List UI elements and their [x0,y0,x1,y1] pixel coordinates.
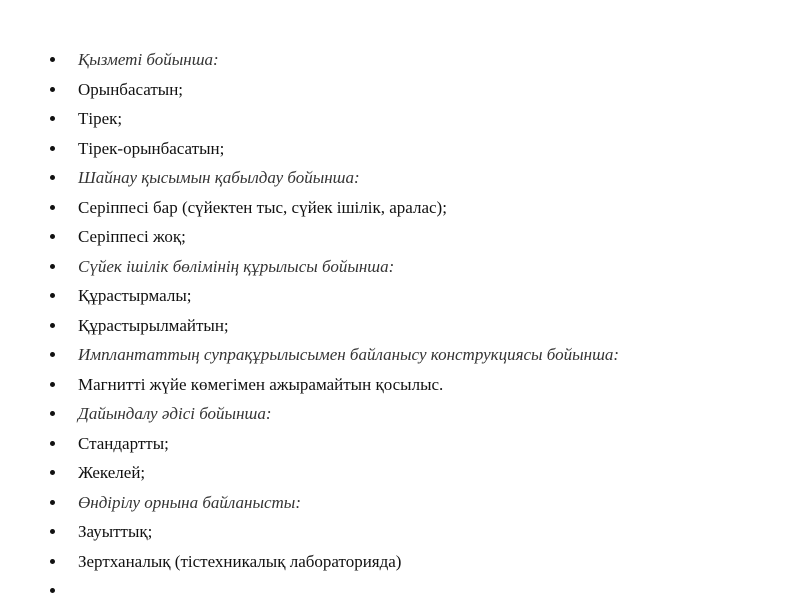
list-item-text: Қызметі бойынша: [78,50,219,69]
bullet-icon [50,87,55,92]
list-item [50,75,790,105]
bullet-icon [50,470,55,475]
bullet-icon [50,411,55,416]
list-item [50,547,790,577]
bullet-list [50,45,790,606]
list-item-text: Имплантаттың супрақұрылысымен байланысу конструкциясы бойынша: [78,345,620,364]
bullet-icon [50,205,55,210]
bullet-icon [50,175,55,180]
list-item [50,252,790,282]
bullet-icon [50,529,55,534]
list-item [50,488,790,518]
list-item [50,281,790,311]
bullet-icon [50,441,55,446]
list-item [50,576,790,606]
bullet-icon [50,323,55,328]
list-item [50,429,790,459]
list-item-text: Құрастырмалы; [78,286,192,305]
list-item [50,370,790,400]
bullet-icon [50,234,55,239]
list-item-text: Орынбасатын; [78,79,184,99]
list-item-text: Зертханалық (тістехникалық лабораторияда) [78,551,402,571]
list-item [50,517,790,547]
list-item [50,311,790,341]
list-item-text: Дайындалу әдісі бойынша: [78,404,272,423]
list-item-text: Шайнау қысымын қабылдау бойынша: [78,168,360,187]
bullet-icon [50,264,55,269]
list-item-text: Жекелей; [78,463,146,482]
list-item-text: Тірек-орынбасатын; [78,138,225,158]
list-item-text: Тірек; [78,109,123,128]
list-item [50,399,790,429]
list-item-text: Құрастырылмайтын; [78,315,229,335]
bullet-icon [50,500,55,505]
bullet-icon [50,116,55,121]
list-item-text: Серіппесі бар (сүйектен тыс, сүйек ішілік, аралас); [78,197,447,217]
list-item-text: Магнитті жүйе көмегімен ажырамайтын қосылыс. [78,374,444,394]
list-item [50,134,790,164]
list-item-text: Стандартты; [78,433,169,453]
bullet-icon [50,382,55,387]
bullet-icon [50,146,55,151]
list-item [50,222,790,252]
list-item-text: Өндірілу орнына байланысты: [78,492,301,512]
bullet-icon [50,559,55,564]
bullet-icon [50,588,55,593]
list-item-text: Сүйек ішілік бөлімінің құрылысы бойынша: [78,256,395,276]
list-item [50,104,790,134]
list-item [50,163,790,193]
list-item-text: Серіппесі жоқ; [78,227,186,246]
bullet-icon [50,293,55,298]
list-item [50,340,790,370]
bullet-icon [50,352,55,357]
list-item [50,458,790,488]
list-item [50,193,790,223]
list-item [50,45,790,75]
list-item-text: Зауыттық; [78,522,153,541]
bullet-icon [50,57,55,62]
